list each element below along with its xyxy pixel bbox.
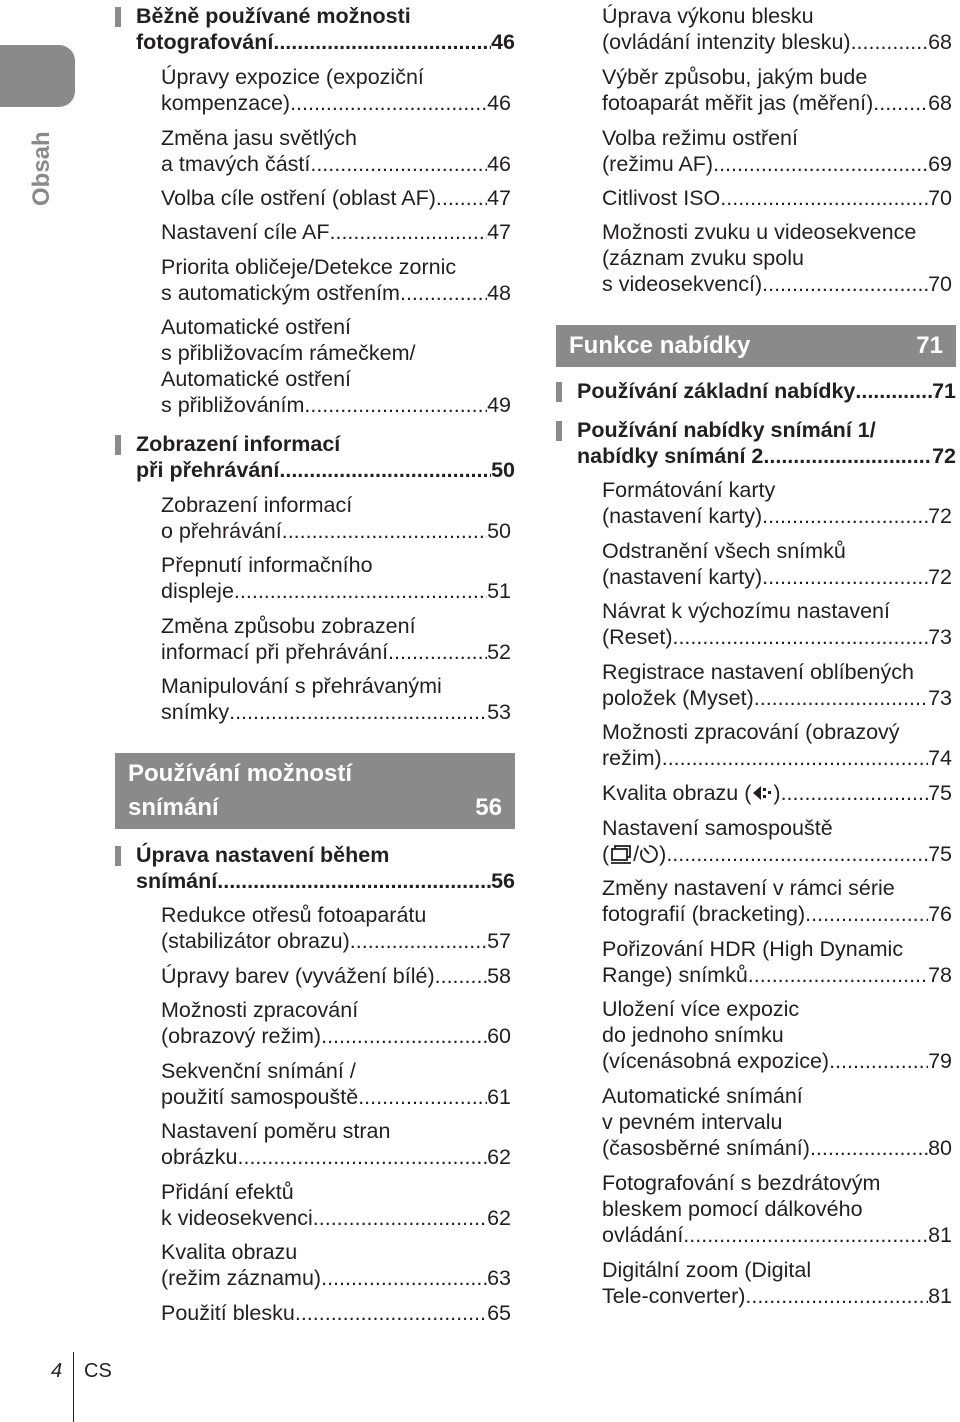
toc-item[interactable]: Změny nastavení v rámci série fotografií (bracketing) ..... 76 [602,875,952,927]
toc-item[interactable]: Volba režimu ostření (režimu AF) ..... 69 [602,125,952,177]
self-timer-icon [639,844,659,864]
toc-item[interactable]: Nastavení samospouště ( / ) ..... 75 [602,815,952,867]
toc-item[interactable]: Kvalita obrazu ( ) ..... 75 [602,780,952,806]
toc-item[interactable]: Uložení více expozic do jednoho snímku (vícenásobná expozice) ..... 79 [602,996,952,1074]
toc-item[interactable]: Digitální zoom (Digital Tele-converter) ..... 81 [602,1257,952,1309]
chapter-banner[interactable]: Používání možností snímání 56 [115,753,515,829]
toc-item[interactable]: Automatické snímání v pevném intervalu (časosběrné snímání) ..... 80 [602,1083,952,1161]
toc-item[interactable]: Použití blesku ..... 65 [161,1300,511,1326]
toc-section[interactable]: Používání základní nabídky ..... 71 [556,378,956,404]
toc-section[interactable]: Běžně používané možnosti fotografování ..... 46 [115,3,515,55]
toc-item[interactable]: Odstranění všech snímků (nastavení karty) ..... 72 [602,538,952,590]
image-quality-icon [751,784,773,802]
toc-section[interactable]: Zobrazení informací při přehrávání ..... 50 [115,431,515,483]
side-tab-label: Obsah [28,131,55,206]
toc-item[interactable]: Formátování karty (nastavení karty) ..... 72 [602,477,952,529]
toc-item[interactable]: Přidání efektů k videosekvenci ..... 62 [161,1179,511,1231]
drive-mode-icon [609,844,633,864]
toc-item[interactable]: Fotografování s bezdrátovým bleskem pomocí dálkového ovládání ..... 81 [602,1170,952,1248]
toc-item[interactable]: Úpravy barev (vyvážení bílé) ..... 58 [161,963,511,989]
toc-item[interactable]: Registrace nastavení oblíbených položek (Myset) ..... 73 [602,659,952,711]
toc-item[interactable]: Pořizování HDR (High Dynamic Range) snímků ..... 78 [602,936,952,988]
language-code: CS [84,1360,112,1382]
toc-item[interactable]: Automatické ostření s přibližovacím rámečkem/ Automatické ostření s přibližováním ..... 49 [161,314,511,418]
toc-item[interactable]: Citlivost ISO ..... 70 [602,185,952,211]
toc-item[interactable]: Volba cíle ostření (oblast AF) ..... 47 [161,185,511,211]
page-number: 4 [51,1360,63,1382]
toc-item[interactable]: Manipulování s přehrávanými snímky ..... 53 [161,673,511,725]
toc-section[interactable]: Používání nabídky snímání 1/ nabídky snímání 2 ..... 72 [556,417,956,469]
toc-item[interactable]: Nastavení poměru stran obrázku ..... 62 [161,1118,511,1170]
toc-item[interactable]: Návrat k výchozímu nastavení (Reset) ..... 73 [602,598,952,650]
toc-section[interactable]: Úprava nastavení během snímání ..... 56 [115,842,515,894]
toc-item[interactable]: Sekvenční snímání / použití samospouště ..... 61 [161,1058,511,1110]
toc-item[interactable]: Možnosti zvuku u videosekvence (záznam zvuku spolu s videosekvencí) ..... 70 [602,219,952,297]
side-tab-marker [0,45,75,107]
toc-item[interactable]: Možnosti zpracování (obrazový režim) ..... 74 [602,719,952,771]
toc-item[interactable]: Zobrazení informací o přehrávání ..... 50 [161,492,511,544]
toc-item[interactable]: Změna způsobu zobrazení informací při přehrávání ..... 52 [161,613,511,665]
toc-item[interactable]: Přepnutí informačního displeje ..... 51 [161,552,511,604]
toc-item[interactable]: Změna jasu světlých a tmavých částí ..... 46 [161,125,511,177]
toc-item[interactable]: Redukce otřesů fotoaparátu (stabilizátor obrazu) ..... 57 [161,902,511,954]
toc-item[interactable]: Úpravy expozice (expoziční kompenzace) ..... 46 [161,64,511,116]
toc-item[interactable]: Priorita obličeje/Detekce zornic s automatickým ostřením ..... 48 [161,254,511,306]
toc-item[interactable]: Kvalita obrazu (režim záznamu) ..... 63 [161,1239,511,1291]
toc-item[interactable]: Nastavení cíle AF ..... 47 [161,219,511,245]
toc-item[interactable]: Možnosti zpracování (obrazový režim) ..... 60 [161,997,511,1049]
toc-item[interactable]: Výběr způsobu, jakým bude fotoaparát měřit jas (měření) ..... 68 [602,64,952,116]
chapter-banner[interactable]: Funkce nabídky 71 [556,325,956,367]
toc-item[interactable]: Úprava výkonu blesku (ovládání intenzity blesku) ..... 68 [602,3,952,55]
footer-divider [73,1352,74,1422]
